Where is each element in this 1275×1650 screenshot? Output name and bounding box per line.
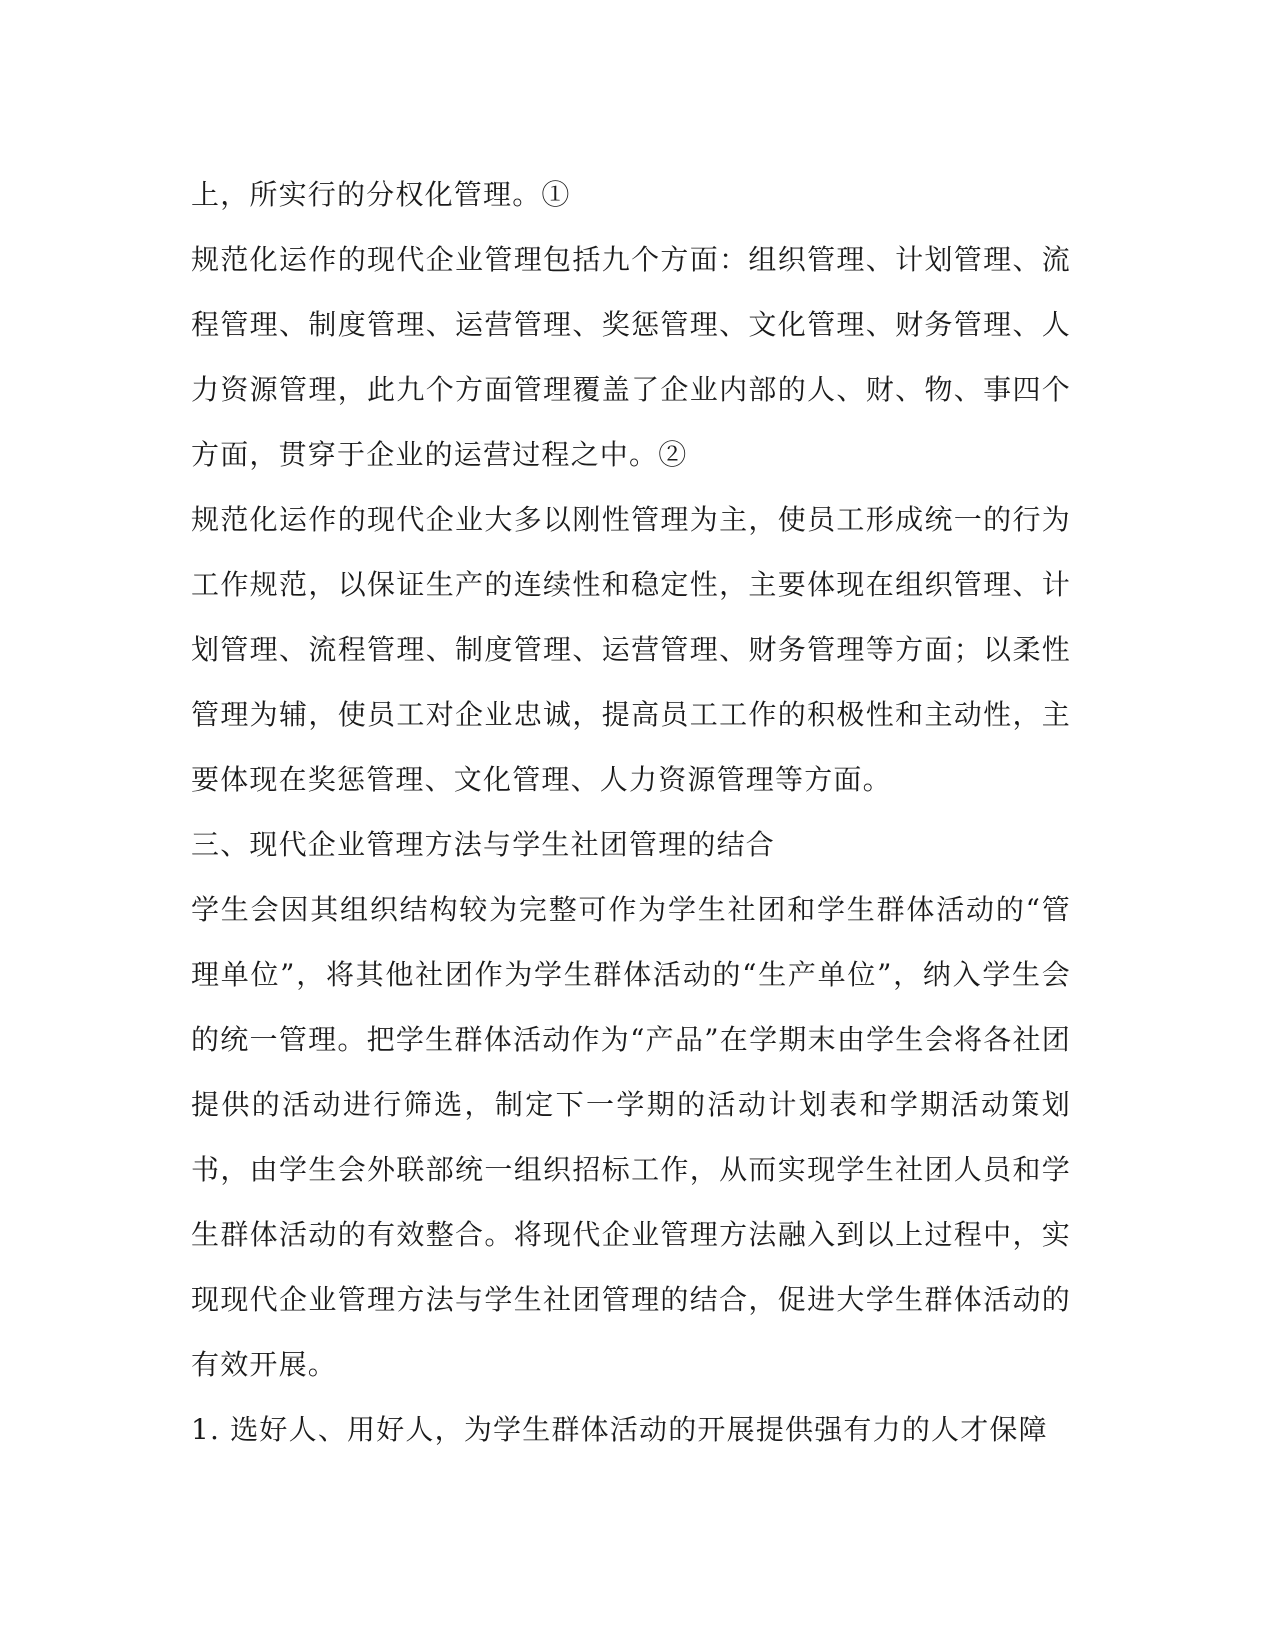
paragraph-management-aspects: 规范化运作的现代企业管理包括九个方面：组织管理、计划管理、流程管理、制度管理、运营管理、奖惩管理、文化管理、财务管理、人力资源管理，此九个方面管理覆盖了企业内部的人、财、物、事四个方面，贯穿于企业的运营过程之中。② — [191, 243, 1071, 471]
paragraph-continuation: 上，所实行的分权化管理。① — [191, 178, 571, 211]
document-body — [191, 162, 1071, 1462]
paragraph-student-union: 学生会因其组织结构较为完整可作为学生社团和学生群体活动的“管理单位”，将其他社团作为学生群体活动的“生产单位”，纳入学生会的统一管理。把学生群体活动作为“产品”在学期末由学生会将各社团提供的活动进行筛选，制定下一学期的活动计划表和学期活动策划书，由学生会外联部统一组织招标工作，从而实现学生社团人员和学生群体活动的有效整合。将现代企业管理方法融入到以上过程中，实现现代企业管理方法与学生社团管理的结合，促进大学生群体活动的有效开展。 — [191, 893, 1071, 1381]
subsection-heading: 1. 选好人、用好人，为学生群体活动的开展提供强有力的人才保障 — [191, 1413, 1048, 1446]
paragraph-rigid-flexible-management: 规范化运作的现代企业大多以刚性管理为主，使员工形成统一的行为工作规范，以保证生产的连续性和稳定性，主要体现在组织管理、计划管理、流程管理、制度管理、运营管理、财务管理等方面；以柔性管理为辅，使员工对企业忠诚，提高员工工作的积极性和主动性，主要体现在奖惩管理、文化管理、人力资源管理等方面。 — [191, 503, 1071, 796]
section-heading: 三、现代企业管理方法与学生社团管理的结合 — [191, 828, 776, 861]
